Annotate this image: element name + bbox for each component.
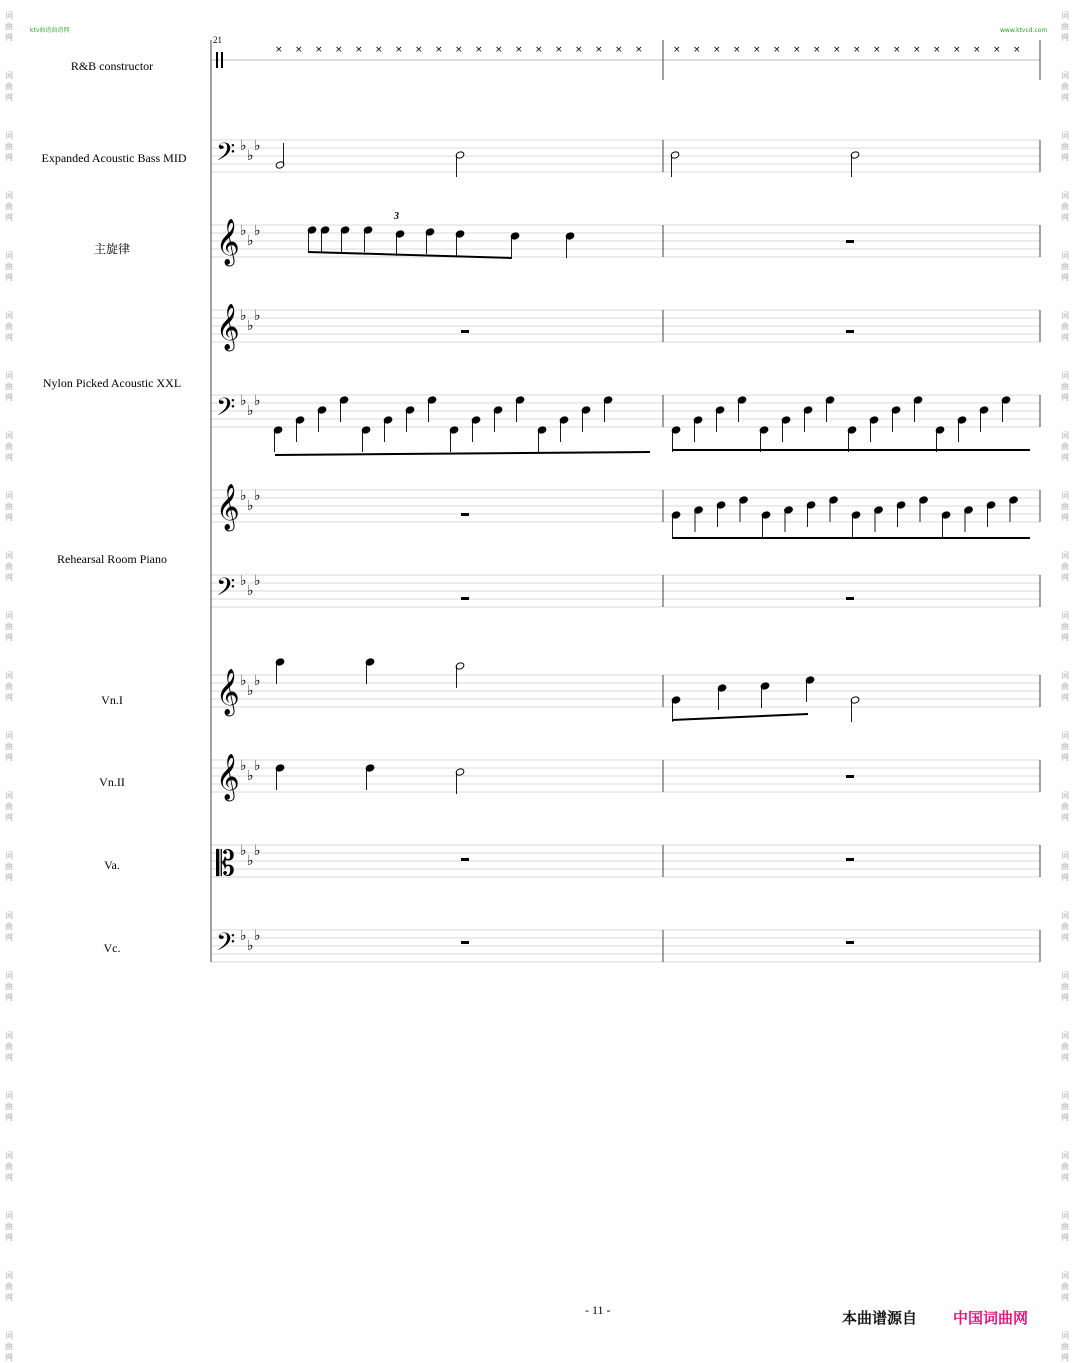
- watermark-text: 词 曲 网: [1061, 311, 1069, 342]
- watermark-text: 词 曲 网: [5, 851, 13, 882]
- tuplet-label: 3: [394, 211, 399, 222]
- flat-icon: ♭: [240, 573, 247, 589]
- watermark-text: 词 曲 网: [1061, 251, 1069, 282]
- watermark-text: 词 曲 网: [1061, 131, 1069, 162]
- watermark-text: 词 曲 网: [1061, 491, 1069, 522]
- instrument-label-melody: 主旋律: [93, 242, 130, 256]
- header-left-text: ktv曲谱曲谱网: [30, 27, 70, 34]
- watermark-text: 词 曲 网: [5, 1271, 13, 1302]
- header-right-url: www.ktvcd.com: [1000, 27, 1048, 34]
- cymbal-x-icon: ×: [953, 45, 961, 55]
- watermark-text: 词 曲 网: [1061, 731, 1069, 762]
- watermark-text: 词 曲 网: [5, 971, 13, 1002]
- watermark-text: 词 曲 网: [5, 1331, 13, 1362]
- bass-clef-icon: 𝄢: [216, 138, 236, 173]
- clefs: [216, 52, 261, 963]
- flat-icon: ♭: [254, 223, 261, 239]
- watermark-text: 词 曲 网: [5, 191, 13, 222]
- flat-icon: ♭: [254, 488, 261, 504]
- flat-icon: ♭: [247, 498, 254, 514]
- watermark-text: 词 曲 网: [5, 1151, 13, 1182]
- rest-mark: [846, 941, 854, 944]
- cymbal-x-icon: ×: [1013, 45, 1021, 55]
- watermark-text: 词 曲 网: [1061, 371, 1069, 402]
- treble-clef-icon: 𝄞: [216, 219, 240, 265]
- alto-clef-icon: 𝄡: [216, 844, 235, 884]
- flat-icon: ♭: [247, 583, 254, 599]
- watermark-text: 词 曲 网: [5, 911, 13, 942]
- cymbal-x-icon: ×: [635, 45, 643, 55]
- cymbal-x-icon: ×: [415, 45, 423, 55]
- cymbal-x-icon: ×: [773, 45, 781, 55]
- flat-icon: ♭: [240, 223, 247, 239]
- flat-icon: ♭: [247, 233, 254, 249]
- cymbal-x-icon: ×: [993, 45, 1001, 55]
- watermark-text: 词 曲 网: [1061, 1211, 1069, 1242]
- cymbal-x-icon: ×: [853, 45, 861, 55]
- watermark-text: 词 曲 网: [5, 371, 13, 402]
- cymbal-x-icon: ×: [575, 45, 583, 55]
- instrument-label-bass: Expanded Acoustic Bass MID: [41, 151, 187, 165]
- watermark-text: 词 曲 网: [1061, 191, 1069, 222]
- rest-mark: [846, 330, 854, 333]
- notes: [273, 45, 1030, 944]
- cymbal-x-icon: ×: [495, 45, 503, 55]
- instrument-label-vc: Vc.: [103, 941, 121, 955]
- watermark-text: 词 曲 网: [1061, 611, 1069, 642]
- flat-icon: ♭: [254, 758, 261, 774]
- flat-icon: ♭: [240, 138, 247, 154]
- watermark-text: 词 曲 网: [1061, 11, 1069, 42]
- cymbal-x-icon: ×: [893, 45, 901, 55]
- cymbal-x-icon: ×: [355, 45, 363, 55]
- flat-icon: ♭: [254, 308, 261, 324]
- flat-icon: ♭: [240, 488, 247, 504]
- flat-icon: ♭: [247, 403, 254, 419]
- watermark-text: 词 曲 网: [1061, 1331, 1069, 1362]
- cymbal-x-icon: ×: [455, 45, 463, 55]
- instrument-label-vn1: Vn.I: [101, 693, 123, 707]
- flat-icon: ♭: [254, 928, 261, 944]
- source-site: 中国词曲网: [953, 1309, 1029, 1327]
- flat-icon: ♭: [240, 843, 247, 859]
- watermark-text: 词 曲 网: [5, 791, 13, 822]
- watermark-text: 词 曲 网: [5, 71, 13, 102]
- flat-icon: ♭: [254, 573, 261, 589]
- rest-mark: [461, 597, 469, 600]
- cymbal-x-icon: ×: [375, 45, 383, 55]
- bass-clef-icon: 𝄢: [216, 393, 236, 428]
- cymbal-x-icon: ×: [435, 45, 443, 55]
- rest-mark: [846, 240, 854, 243]
- flat-icon: ♭: [247, 683, 254, 699]
- page-number: - 11 -: [585, 1303, 611, 1317]
- rest-mark: [846, 858, 854, 861]
- rest-mark: [846, 597, 854, 600]
- watermark-text: 词 曲 网: [1061, 971, 1069, 1002]
- beam: [275, 452, 650, 455]
- flat-icon: ♭: [254, 138, 261, 154]
- measure-number: 21: [213, 35, 222, 45]
- treble-clef-icon: 𝄞: [216, 304, 240, 350]
- cymbal-x-icon: ×: [595, 45, 603, 55]
- flat-icon: ♭: [247, 148, 254, 164]
- percussion-clef-icon: [216, 52, 218, 68]
- flat-icon: ♭: [240, 928, 247, 944]
- treble-clef-icon: 𝄞: [216, 669, 240, 715]
- cymbal-x-icon: ×: [793, 45, 801, 55]
- cymbal-x-icon: ×: [753, 45, 761, 55]
- cymbal-x-icon: ×: [973, 45, 981, 55]
- watermark-text: 词 曲 网: [5, 551, 13, 582]
- watermark-text: 词 曲 网: [1061, 671, 1069, 702]
- cymbal-x-icon: ×: [913, 45, 921, 55]
- cymbal-x-icon: ×: [395, 45, 403, 55]
- flat-icon: ♭: [240, 758, 247, 774]
- flat-icon: ♭: [240, 673, 247, 689]
- flat-icon: ♭: [247, 318, 254, 334]
- cymbal-x-icon: ×: [873, 45, 881, 55]
- watermark-text: 词 曲 网: [5, 731, 13, 762]
- bass-clef-icon: 𝄢: [216, 928, 236, 963]
- cymbal-x-icon: ×: [833, 45, 841, 55]
- watermark-text: 词 曲 网: [5, 431, 13, 462]
- watermark-text: 词 曲 网: [5, 311, 13, 342]
- cymbal-x-icon: ×: [515, 45, 523, 55]
- watermark-text: 词 曲 网: [5, 11, 13, 42]
- beam: [672, 714, 808, 720]
- watermark-text: 词 曲 网: [1061, 911, 1069, 942]
- cymbal-x-icon: ×: [555, 45, 563, 55]
- instrument-label-piano: Rehearsal Room Piano: [57, 552, 167, 566]
- staff-lines: [211, 40, 1040, 962]
- watermark-text: 词 曲 网: [1061, 1271, 1069, 1302]
- cymbal-x-icon: ×: [673, 45, 681, 55]
- watermark-text: 词 曲 网: [5, 671, 13, 702]
- flat-icon: ♭: [240, 393, 247, 409]
- source-prefix: 本曲谱源自: [842, 1309, 918, 1327]
- treble-clef-icon: 𝄞: [216, 754, 240, 800]
- cymbal-x-icon: ×: [535, 45, 543, 55]
- cymbal-x-icon: ×: [615, 45, 623, 55]
- watermark-text: 词 曲 网: [5, 491, 13, 522]
- treble-clef-icon: 𝄞: [216, 484, 240, 530]
- watermark-text: 词 曲 网: [1061, 1031, 1069, 1062]
- cymbal-x-icon: ×: [693, 45, 701, 55]
- flat-icon: ♭: [247, 938, 254, 954]
- cymbal-x-icon: ×: [475, 45, 483, 55]
- rest-mark: [461, 941, 469, 944]
- rest-mark: [461, 858, 469, 861]
- watermark-text: 词 曲 网: [1061, 431, 1069, 462]
- flat-icon: ♭: [247, 853, 254, 869]
- flat-icon: ♭: [240, 308, 247, 324]
- watermark-text: 词 曲 网: [1061, 851, 1069, 882]
- cymbal-x-icon: ×: [335, 45, 343, 55]
- instrument-label-rnb: R&B constructor: [70, 59, 154, 73]
- instrument-label-va: Va.: [104, 858, 120, 872]
- watermark-text: 词 曲 网: [5, 611, 13, 642]
- watermark-text: 词 曲 网: [1061, 791, 1069, 822]
- cymbal-x-icon: ×: [813, 45, 821, 55]
- cymbal-x-icon: ×: [713, 45, 721, 55]
- flat-icon: ♭: [254, 843, 261, 859]
- watermark-text: 词 曲 网: [1061, 1091, 1069, 1122]
- watermark-text: 词 曲 网: [5, 251, 13, 282]
- percussion-clef-icon: [221, 52, 223, 68]
- watermark-text: 词 曲 网: [5, 1031, 13, 1062]
- instrument-label-vn2: Vn.II: [99, 775, 125, 789]
- cymbal-x-icon: ×: [295, 45, 303, 55]
- cymbal-x-icon: ×: [733, 45, 741, 55]
- cymbal-x-icon: ×: [275, 45, 283, 55]
- cymbal-x-icon: ×: [315, 45, 323, 55]
- cymbal-x-icon: ×: [933, 45, 941, 55]
- rest-mark: [461, 330, 469, 333]
- instrument-label-nylon: Nylon Picked Acoustic XXL: [42, 376, 182, 390]
- watermark-text: 词 曲 网: [1061, 551, 1069, 582]
- bass-clef-icon: 𝄢: [216, 573, 236, 608]
- rest-mark: [461, 513, 469, 516]
- flat-icon: ♭: [254, 673, 261, 689]
- watermark-text: 词 曲 网: [5, 1091, 13, 1122]
- flat-icon: ♭: [254, 393, 261, 409]
- watermark-text: 词 曲 网: [5, 131, 13, 162]
- watermark-text: 词 曲 网: [1061, 1151, 1069, 1182]
- flat-icon: ♭: [247, 768, 254, 784]
- watermark-text: 词 曲 网: [5, 1211, 13, 1242]
- watermark-text: 词 曲 网: [1061, 71, 1069, 102]
- rest-mark: [846, 775, 854, 778]
